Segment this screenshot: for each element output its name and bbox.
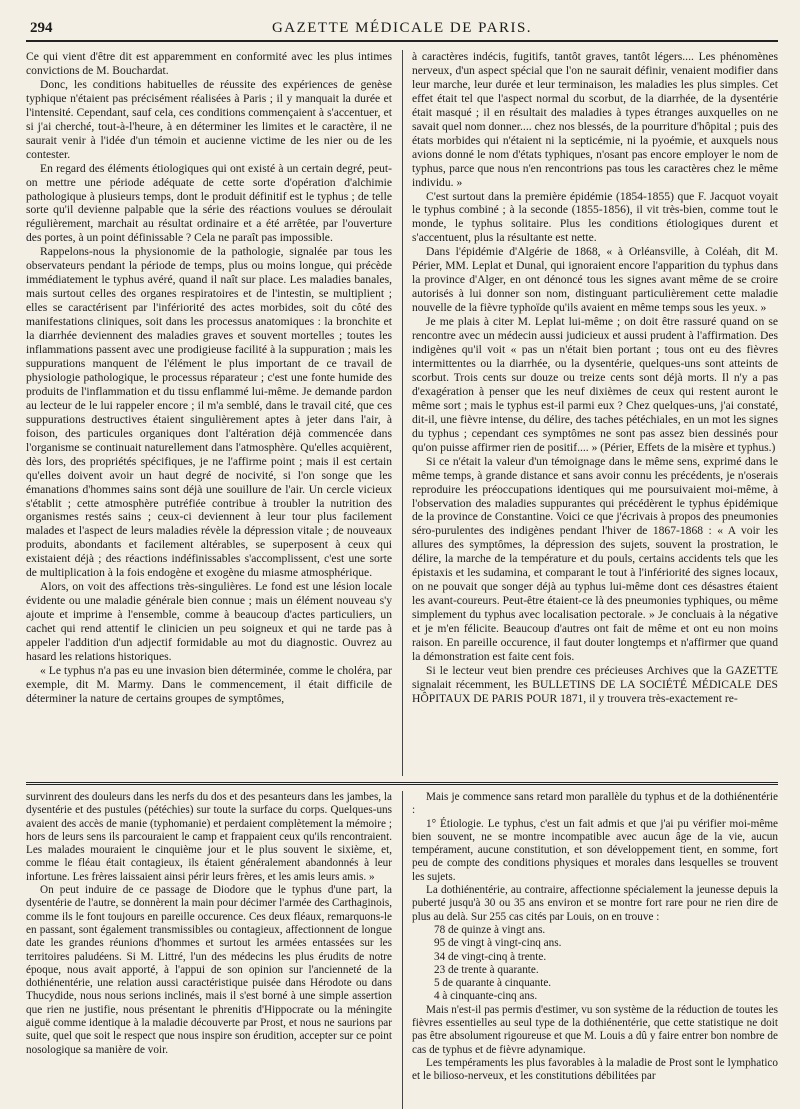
age-statistics-list [412, 924, 778, 1004]
list-item: 5 de quarante à cinquante. [434, 977, 552, 990]
journal-title: GAZETTE MÉDICALE DE PARIS. [271, 20, 533, 36]
paragraph: Dans l'épidémie d'Algérie de 1868, « à Orléansville, à Coléah, dit M. Périer, MM. Leplat et Dunal, qui ignoraient encore l'apparition du typhus dans la province d'Alger, en ont dénoncé tous les signes avant même de se croire autorisés à lui donner son nom, distinguant particulièrement cette maladie nouvelle de la fièvre typhoïde qu'ils avaient en même temps sous les yeux. » [412, 245, 778, 315]
paragraph: à caractères indécis, fugitifs, tantôt graves, tantôt légers.... Les phénomènes nerveux, d'un aspect spécial que l'on ne saurait définir, venaient modifier dans leur marche, leur durée et leur terminaison, les maladies les plus simples. Cet effet était tel que l'aspect normal du scorbut, de la diarrhée, de la dysentérie était masqué ; il en résultait des maladies à types étranges auxquelles on ne savait quel nom donner.... chez nos blessés, de la pourriture d'hôpital ; puis des états morbides qui n'étaient ni la septicémie, ni la pyoémie, et auxquels nous avions donné le nom d'états typhiques, n'osant pas encore employer le nom de typhus, parce que nous n'en rencontrions pas tous les caractères chez le même individu. » [412, 50, 778, 189]
paragraph: On peut induire de ce passage de Diodore que le typhus d'une part, la dysentérie de l'autre, se donnèrent la main pour décimer l'armée des Carthaginois, comme ils le font toujours en pareille occurence. Ces deux fléaux, remarquons-le en passant, sont également transmissibles ou contagieux, affectionnent de longue date les grandes réunions d'hommes et surtout les armées entassées sur les territoires paludéens. Si M. Littré, l'un des médecins les plus érudits de notre époque, nous avait apporté, à l'appui de son opinion sur l'ancienneté de la dothiénentérie, une relation aussi caractéristique puisée dans Hérodote ou dans Thucydide, nous nous serions inclinés, mais il s'est borné à une simple assertion que rien ne justifie, nous présentant le phrenitis d'Hippocrate ou la méningite aiguë comme identique à la maladie découverte par Prost, et nous ne saurions par suite, quel que soit le respect que nous inspire son érudition, accepter sur ce point nosologique sa manière de voir. [26, 884, 392, 1056]
list-item: 4 à cinquante-cinq ans. [434, 990, 538, 1003]
bottom-section [26, 791, 778, 1109]
list-item: 34 de vingt-cinq à trente. [434, 950, 547, 963]
paragraph: Mais n'est-il pas permis d'estimer, vu son système de la réduction de toutes les fièvres essentielles au seul type de la dothiénentérie, que cette statistique ne doit pas être absolument rigoureuse et que M. Louis a dû y faire entrer bon nombre de cas de typhus et de fièvre adynamique. [412, 1003, 778, 1056]
paragraph: « Le typhus n'a pas eu une invasion bien déterminée, comme le choléra, par exemple, dit M. Marmy. Dans le commencement, il était difficile de déterminer la nature de certains groupes de symptômes, [26, 663, 392, 705]
page-number: 294 [30, 20, 53, 36]
top-section [26, 50, 778, 776]
paragraph: C'est surtout dans la première épidémie (1854-1855) que F. Jacquot voyait le typhus combiné ; à la seconde (1855-1856), il vit très-bien, comme tout le monde, le typhus solitaire. Plus les conditions étiologiques durent et s'accentuent, plus la résultante est nette. [412, 189, 778, 245]
bottom-right-column [412, 791, 778, 1109]
paragraph: Rappelons-nous la physionomie de la pathologie, signalée par tous les observateurs pendant la période de temps, plus ou moins longue, qui précède immédiatement le typhus avéré, quand il naît sur place. Les maladies banales, mais surtout celles des organes respiratoires et de l'intestin, se multiplient ; elles se caractérisent par l'infériorité des actes morbides, soit du côté des manifestations cliniques, soit dans les processus anatomiques : la bronchite et la diarrhée deviennent des maladies graves et souvent mortelles ; toutes les inflammations passent avec une prodigieuse facilité à la suppuration ; mais les suppurations manquent de l'élément le plus important de ce travail de physiologie pathologique, le processus réparateur ; c'est une fonte humide des produits de l'inflammation et du tissu enflammé lui-même. Je demande pardon au lecteur de le lui rappeler encore ; il m'a semblé, dans le travail cité, que ces suppurations destructives étaient singulièrement aptes à jeter dans l'air, à foison, des particules organiques dont l'altération déjà commencée dans l'organisme se continuait naturellement dans l'atmosphère. Qu'elles acquièrent, dès lors, des propriétés spécifiques, je ne l'affirme point ; mais il est certain qu'elles doivent avoir un haut degré de nocivité, si l'on songe que les émanations d'hommes sains sont déjà une souillure de l'air. Un cercle vicieux s'établit ; cette atmosphère putréfiée contribue à troubler la nutrition des organismes restés sains ; ceux-ci deviennent à leur tour plus facilement malades et l'aspect de leurs maladies révèle la dépression vitale ; de nouveaux produits, abondants et facilement altérables, se superposent à ceux qui existaient déjà ; des réactions indéfinissables s'accomplissent, c'est une sorte de multiplication à la fois endogène et exogène du miasme atmosphérique. [26, 245, 392, 580]
paragraph: Mais je commence sans retard mon parallèle du typhus et de la dothiénentérie : [412, 791, 778, 817]
paragraph: La dothiénentérie, au contraire, affectionne spécialement la jeunesse depuis la puberté jusqu'à 30 ou 35 ans environ et se montre fort rare pour ne rien dire de plus au delà. Sur 255 cas cités par Louis, on en trouve : [412, 884, 778, 923]
list-item: 95 de vingt à vingt-cinq ans. [434, 937, 562, 950]
paragraph: Ce qui vient d'être dit est apparemment en conformité avec les plus intimes convictions de M. Bouchardat. [26, 50, 392, 77]
top-left-column [26, 50, 392, 776]
paragraph: Alors, on voit des affections très-singulières. Le fond est une lésion locale évidente ou une maladie générale bien connue ; mais un élément nouveau s'y ajoute et imprime à l'ensemble, comme à beaucoup d'actes particuliers, un cachet qui rend attentif le clinicien un peu soigneux et qui ne tarde pas à appeler l'addition d'un adjectif formidable au mot du diagnostic. Ouvrez au hasard les relations historiques. [26, 580, 392, 663]
paragraph: Si ce n'était la valeur d'un témoignage dans le même sens, exprimé dans le même temps, à grande distance et sans avoir connu les précédents, je n'oserais reproduire les préoccupations identiques qui me poursuivaient moi-même, à l'observation des maladies suppurantes qui précédèrent le typhus épidémique de la province de Constantine. Voici ce que j'écrivais à propos des pneumonies séro-purulentes des indigènes pendant l'hiver de 1867-1868 : « A voir les allures des symptômes, la dépression des sujets, souvent la prostration, le délire, la marche de la température et du pouls, certains accidents tels que les épistaxis et les sudamina, et comparant le tout à l'infériorité des signes locaux, on ne pouvait que songer déjà au typhus lui-même dont ces désastres étaient les avant-coureurs. Peut-être étaient-ce là des pneumonies typhiques, ou même simplement du typhus avec localisation pectorale. » Je concluais à la négative et je m'en félicite. Beaucoup d'autres ont fait de même et ont eu non moins raison. En pareille occurence, il faut douter longtemps et n'affirmer que quand la démonstration est faite cent fois. [412, 454, 778, 663]
paragraph: survinrent des douleurs dans les nerfs du dos et des pesanteurs dans les jambes, la dysentérie et des pustules (pétéchies) sur toute la surface du corps. Quelques-uns avaient des accès de manie (typhomanie) et perdaient complètement la mémoire ; hors de leurs sens ils parcouraient le camp et frappaient ceux qu'ils rencontraient. Les malades mouraient le cinquième jour et le plus souvent le sixième, et, comme le fléau était contagieux, ils étaient généralement abandonnés à leur infortune. Les frères laissaient ainsi périr leurs frères, et les amis leurs amis. » [26, 791, 392, 883]
paragraph: 1° Étiologie. Le typhus, c'est un fait admis et que j'ai pu vérifier moi-même bien souvent, ne se montre incompatible avec aucun âge de la vie, aucun tempérament, aucune constitution, et son développement tient, en somme, fort peu de compte des conditions physiques et morales dans lesquelles se trouvent les sujets. [412, 817, 778, 883]
list-item: 78 de quinze à vingt ans. [434, 923, 546, 936]
paragraph: Les tempéraments les plus favorables à la maladie de Prost sont le lymphatico et le bilioso-nerveux, et les constitutions débilitées par [412, 1056, 778, 1083]
paragraph: En regard des éléments étiologiques qui ont existé à un certain degré, peut-on mettre une période adéquate de cette sorte d'opération d'alchimie pathologique à plusieurs temps, dont le produit définitif est le typhus ; de telle sorte qu'il devienne palpable que la série des réactions voulues se déroulait régulièrement, marchait au résultat ordinaire et a été arrêtée, par l'ouverture des portes, à un point définissable ? Cela ne paraît pas impossible. [26, 161, 392, 245]
section-separator [26, 782, 778, 785]
paragraph: Je me plais à citer M. Leplat lui-même ; on doit être rassuré quand on se rencontre avec un médecin aussi judicieux et aussi prudent à l'affirmation. Des indigènes qu'il voit « pas un n'était bien portant ; tous ont eu des fièvres intermittentes ou la diarrhée, ou la dysentérie, quelques-uns sont atteints de scorbut. Trois cents sur douze ou treize cents sont déjà morts. Il n'y a pas d'exagération à penser que les neuf dixièmes de ceux qui restent auront le même sort ; mais le typhus est-il parmi eux ? Chez quelques-uns, j'ai constaté, dit-il, une fièvre intense, du délire, des taches pétéchiales, en un mot les signes du typhus ; cependant ces symptômes ne sont pas assez bien dessinés pour qu'on puisse affirmer rien de positif.... » (Périer, Effets de la misère et typhus.) [412, 315, 778, 454]
column-divider [402, 791, 403, 1109]
page-header [26, 14, 778, 42]
bottom-left-column [26, 791, 392, 1109]
column-divider [402, 50, 403, 776]
paragraph: Si le lecteur veut bien prendre ces précieuses Archives que la GAZETTE signalait récemment, les BULLETINS DE LA SOCIÉTÉ MÉDICALE DES HÔPITAUX DE PARIS POUR 1871, il y trouvera très-exactement re- [412, 663, 778, 705]
list-item: 23 de trente à quarante. [434, 963, 539, 976]
paragraph: Donc, les conditions habituelles de réussite des expériences de genèse typhique n'étaient pas précisément réalisées à Paris ; il y manquait la durée et l'intensité. Cependant, sauf cela, ces conditions commençaient à s'accentuer, et si j'ai cherché, tout-à-l'heure, à en déterminer les limites et le caractère, il ne saurait venir à l'idée d'un témoin et aucienne victime de les nier ou de les contester. [26, 77, 392, 161]
top-right-column [412, 50, 778, 776]
